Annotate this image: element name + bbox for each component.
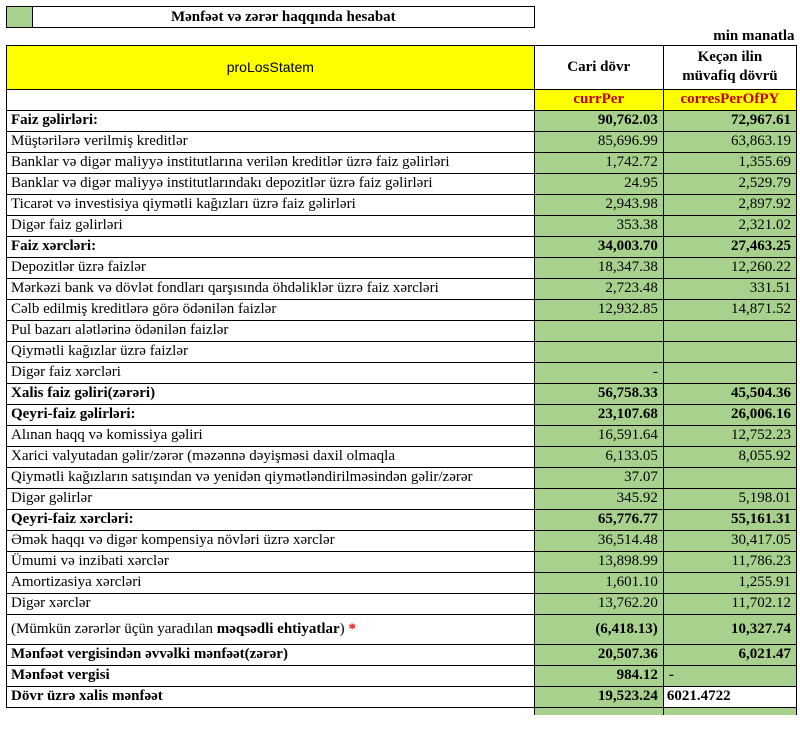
table-row [7,572,797,593]
current-value-cell[interactable]: - [534,362,663,383]
table-row [7,341,797,362]
previous-value-cell[interactable] [663,362,796,383]
current-value-cell[interactable]: 353.38 [534,215,663,236]
page-title: Mənfəət və zərər haqqında hesabat [33,7,535,28]
row-label-cell[interactable]: Digər gəlirlər [7,488,535,509]
current-value-cell[interactable]: 85,696.99 [534,131,663,152]
row-label-cell[interactable]: Qeyri-faiz xərcləri: [7,509,535,530]
table-row [7,194,797,215]
unit-row-spacer [7,28,535,46]
unit-row-spacer2 [534,28,663,46]
row-label-cell[interactable]: Ümumi və inzibati xərclər [7,551,535,572]
row-label-cell[interactable]: Banklar və digər maliyyə institutlarına verilən kreditlər üzrə faiz gəlirləri [7,152,535,173]
unit-row [7,28,797,46]
previous-value-cell[interactable]: 30,417.05 [663,530,796,551]
row-label-cell[interactable]: Qiymətli kağızlar üzrə faizlər [7,341,535,362]
row-label-cell[interactable]: Alınan haqq və komissiya gəliri [7,425,535,446]
table-row [7,488,797,509]
title-row [7,7,797,28]
previous-value-cell[interactable]: 26,006.16 [663,404,796,425]
row-label-cell[interactable]: Qiymətli kağızların satışından və yenidən qiymətləndirilməsindən gəlir/zərər [7,467,535,488]
unit-note: min manatla [713,27,795,44]
row-label-cell[interactable]: Cəlb edilmiş kreditlərə görə ödənilən faizlər [7,299,535,320]
table-row [7,110,797,131]
current-value-cell[interactable]: 36,514.48 [534,530,663,551]
previous-value-cell[interactable]: 12,260.22 [663,257,796,278]
table-row [7,686,797,707]
row-label-cell[interactable] [7,614,535,644]
current-value-cell[interactable]: 1,742.72 [534,152,663,173]
table-row [7,551,797,572]
previous-value-cell[interactable] [663,320,796,341]
row-label-cell[interactable]: Pul bazarı alətlərinə ödənilən faizlər [7,320,535,341]
previous-value-cell[interactable]: 11,786.23 [663,551,796,572]
table-row [7,215,797,236]
title-row-spacer [534,7,796,28]
row-label-cell[interactable]: Qeyri-faiz gəlirləri: [7,404,535,425]
current-value-cell[interactable]: 6,133.05 [534,446,663,467]
row-label-cell[interactable]: Faiz gəlirləri: [7,110,535,131]
bottom-strip-previous-cell[interactable] [663,707,796,715]
row-label-cell[interactable]: Dövr üzrə xalis mənfəət [7,686,535,707]
row-label-cell[interactable]: Əmək haqqı və digər kompensiya növləri üzrə xərclər [7,530,535,551]
previous-value-cell[interactable]: - [663,665,796,686]
emphasized-label-text: məqsədli ehtiyatlar [216,620,340,637]
row-label-cell[interactable]: Digər faiz xərcləri [7,362,535,383]
current-value-cell[interactable]: 20,507.36 [534,644,663,665]
table-row [7,383,797,404]
previous-value-cell[interactable]: 11,702.12 [663,593,796,614]
current-value-cell[interactable]: 12,932.85 [534,299,663,320]
previous-value-cell[interactable]: 1,255.91 [663,572,796,593]
row-label-cell[interactable]: Digər xərclər [7,593,535,614]
row-label-cell[interactable]: Banklar və digər maliyyə institutlarındakı depozitlər üzrə faiz gəlirləri [7,173,535,194]
current-value-cell[interactable]: 18,347.38 [534,257,663,278]
table-row [7,236,797,257]
previous-value-cell[interactable]: 2,897.92 [663,194,796,215]
previous-period-header-line2: müvafiq dövrü [682,68,778,84]
current-value-cell[interactable] [534,320,663,341]
current-value-cell[interactable]: 24.95 [534,173,663,194]
current-value-cell[interactable]: 345.92 [534,488,663,509]
previous-value-cell[interactable]: 6021.4722 [663,686,796,707]
bottom-strip-spacer [7,707,535,715]
current-value-cell[interactable]: 1,601.10 [534,572,663,593]
previous-value-cell[interactable]: 14,871.52 [663,299,796,320]
previous-value-cell[interactable] [663,467,796,488]
table-row [7,665,797,686]
current-value-cell[interactable]: 90,762.03 [534,110,663,131]
row-label-cell[interactable]: Xalis faiz gəliri(zərəri) [7,383,535,404]
statement-column-header[interactable]: proLosStatem [7,45,535,89]
previous-value-cell[interactable]: 12,752.23 [663,425,796,446]
current-period-code[interactable]: currPer [534,89,663,110]
previous-value-cell[interactable]: 5,198.01 [663,488,796,509]
current-value-cell[interactable]: 2,943.98 [534,194,663,215]
row-label-cell[interactable]: Mərkəzi bank və dövlət fondları qarşısında öhdəliklər üzrə faiz xərcləri [7,278,535,299]
previous-value-cell[interactable]: 55,161.31 [663,509,796,530]
previous-value-cell[interactable]: 27,463.25 [663,236,796,257]
bottom-strip-row [7,707,797,715]
table-row [7,593,797,614]
current-value-cell[interactable]: 16,591.64 [534,425,663,446]
previous-value-cell[interactable]: 2,529.79 [663,173,796,194]
previous-value-cell[interactable]: 331.51 [663,278,796,299]
current-value-cell[interactable] [534,341,663,362]
current-value-cell[interactable]: 56,758.33 [534,383,663,404]
current-value-cell[interactable]: 23,107.68 [534,404,663,425]
table-row [7,509,797,530]
previous-period-header-line1: Keçən ilin [697,49,763,65]
current-value-cell[interactable]: 13,898.99 [534,551,663,572]
table-row [7,299,797,320]
current-value-cell[interactable]: 984.12 [534,665,663,686]
previous-value-cell[interactable]: 45,504.36 [663,383,796,404]
label-text-close: ) [339,620,349,637]
current-value-cell[interactable]: (6,418.13) [534,614,663,644]
current-value-cell[interactable]: 37.07 [534,467,663,488]
code-row-empty-cell[interactable] [7,89,535,110]
previous-value-cell[interactable]: 10,327.74 [663,614,796,644]
previous-value-cell[interactable]: 6,021.47 [663,644,796,665]
row-label-cell[interactable]: Mənfəət vergisi [7,665,535,686]
current-value-cell[interactable]: 2,723.48 [534,278,663,299]
table-row [7,131,797,152]
row-label-cell[interactable]: Ticarət və investisiya qiymətli kağızları üzrə faiz gəlirləri [7,194,535,215]
table-row [7,362,797,383]
previous-value-cell[interactable]: 63,863.19 [663,131,796,152]
previous-value-cell[interactable]: 72,967.61 [663,110,796,131]
row-label-cell[interactable]: Mənfəət vergisindən əvvəlki mənfəət(zərər) [7,644,535,665]
current-period-header[interactable]: Cari dövr [534,45,663,89]
previous-period-header[interactable] [663,45,796,89]
table-row [7,152,797,173]
table-row [7,446,797,467]
previous-period-code[interactable]: corresPerOfPY [663,89,796,110]
table-row [7,467,797,488]
label-text: (Mümkün zərərlər üçün yaradılan [11,620,217,637]
current-value-cell[interactable]: 65,776.77 [534,509,663,530]
table-row [7,320,797,341]
bottom-strip-current-cell[interactable] [534,707,663,715]
table-row [7,404,797,425]
asterisk-marker: * [348,620,356,637]
table-row [7,173,797,194]
current-value-cell[interactable]: 13,762.20 [534,593,663,614]
current-value-cell[interactable]: 34,003.70 [534,236,663,257]
previous-value-cell[interactable]: 2,321.02 [663,215,796,236]
row-label-cell[interactable]: Faiz xərcləri: [7,236,535,257]
table-row [7,644,797,665]
table-row [7,530,797,551]
row-label-cell[interactable]: Depozitlər üzrə faizlər [7,257,535,278]
previous-value-cell[interactable]: 1,355.69 [663,152,796,173]
current-value-cell[interactable]: 19,523.24 [534,686,663,707]
corner-cell[interactable] [7,7,33,28]
table-row [7,257,797,278]
report-table-body [7,7,797,716]
table-row [7,614,797,644]
row-label-cell[interactable]: Amortizasiya xərcləri [7,572,535,593]
header-row [7,45,797,89]
row-label-cell[interactable]: Müştərilərə verilmiş kreditlər [7,131,535,152]
code-row [7,89,797,110]
profit-loss-table [6,6,797,715]
previous-value-cell[interactable] [663,341,796,362]
table-row [7,425,797,446]
row-label-cell[interactable]: Xarici valyutadan gəlir/zərər (məzənnə dəyişməsi daxil olmaqla [7,446,535,467]
row-label-cell[interactable]: Digər faiz gəlirləri [7,215,535,236]
previous-value-cell[interactable]: 8,055.92 [663,446,796,467]
table-row [7,278,797,299]
